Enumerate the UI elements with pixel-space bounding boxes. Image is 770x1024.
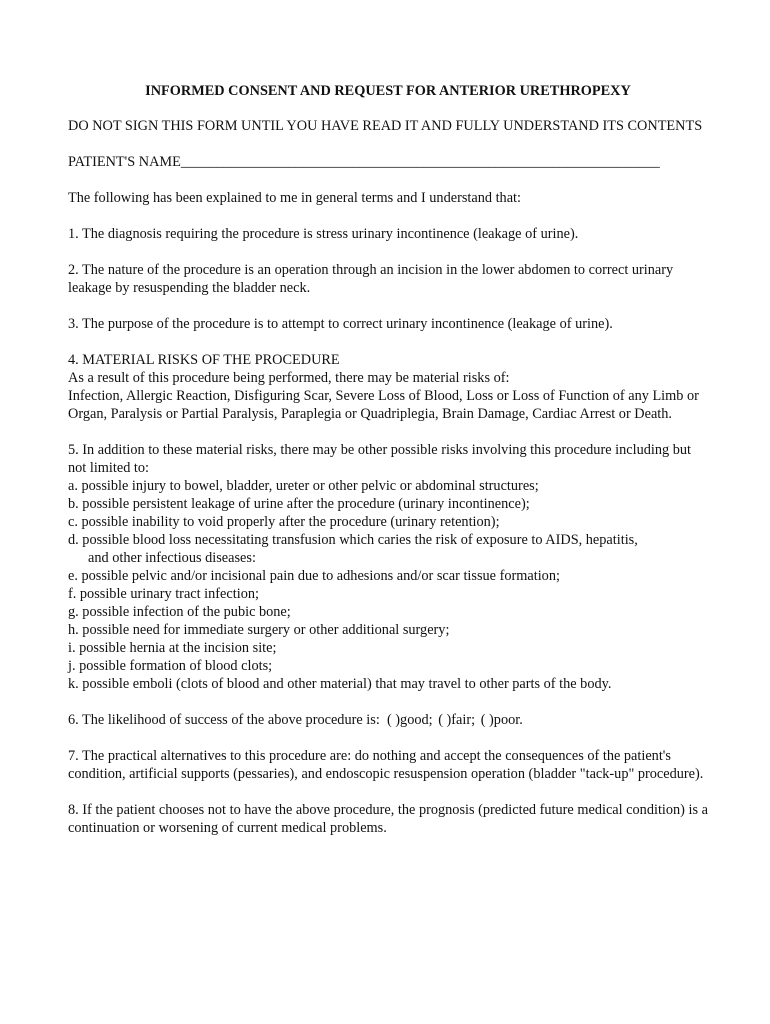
patient-name-field[interactable]: ___________________________________________________________________ xyxy=(180,154,660,170)
risk-k: k. possible emboli (clots of blood and other material) that may travel to other parts of the body. xyxy=(68,676,612,692)
material-risks-list: Infection, Allergic Reaction, Disfiguring Scar, Severe Loss of Blood, Loss or Loss of Function of any Limb or Organ, Paralysis or Partial Paralysis, Paraplegia or Quadriplegia, Brain Damage, Cardiac Arrest or Death. xyxy=(68,388,699,422)
item-prognosis: 8. If the patient chooses not to have the above procedure, the prognosis (predicted future medical condition) is a continuation or worsening of current medical problems. xyxy=(68,802,708,836)
item-nature: 2. The nature of the procedure is an operation through an incision in the lower abdomen to correct urinary leakage by resuspending the bladder neck. xyxy=(68,262,674,296)
sign-warning: DO NOT SIGN THIS FORM UNTIL YOU HAVE READ IT AND FULLY UNDERSTAND ITS CONTENTS xyxy=(68,118,703,134)
item-diagnosis: 1. The diagnosis requiring the procedure is stress urinary incontinence (leakage of urine). xyxy=(68,226,579,242)
risk-b: b. possible persistent leakage of urine after the procedure (urinary incontinence); xyxy=(68,496,530,512)
patient-name-row xyxy=(68,153,708,171)
intro-text: The following has been explained to me in general terms and I understand that: xyxy=(68,190,521,206)
other-risks-lead: 5. In addition to these material risks, there may be other possible risks involving this procedure including but not limited to: xyxy=(68,442,691,476)
item-material-risks xyxy=(68,351,708,423)
likelihood-lead: 6. The likelihood of success of the above procedure is: xyxy=(68,712,380,728)
risk-c: c. possible inability to void properly after the procedure (urinary retention); xyxy=(68,514,500,530)
risk-d-continued: and other infectious diseases: xyxy=(88,550,256,566)
risk-e: e. possible pelvic and/or incisional pain due to adhesions and/or scar tissue formation; xyxy=(68,568,560,584)
risk-g: g. possible infection of the pubic bone; xyxy=(68,604,291,620)
likelihood-poor-option[interactable]: ( )poor. xyxy=(480,712,523,728)
item-purpose: 3. The purpose of the procedure is to attempt to correct urinary incontinence (leakage of urine). xyxy=(68,316,613,332)
likelihood-fair-option[interactable]: ( )fair; xyxy=(438,712,476,728)
patient-name-label: PATIENT'S NAME xyxy=(68,154,181,170)
risk-f: f. possible urinary tract infection; xyxy=(68,586,259,602)
likelihood-good-option[interactable]: ( )good; xyxy=(386,712,433,728)
risk-h: h. possible need for immediate surgery or other additional surgery; xyxy=(68,622,450,638)
material-risks-heading: 4. MATERIAL RISKS OF THE PROCEDURE xyxy=(68,352,340,368)
material-risks-lead: As a result of this procedure being performed, there may be material risks of: xyxy=(68,370,510,386)
form-title: INFORMED CONSENT AND REQUEST FOR ANTERIOR URETHROPEXY xyxy=(145,83,631,99)
consent-form-page xyxy=(68,82,708,855)
risk-i: i. possible hernia at the incision site; xyxy=(68,640,277,656)
risk-a: a. possible injury to bowel, bladder, ureter or other pelvic or abdominal structures; xyxy=(68,478,539,494)
risk-j: j. possible formation of blood clots; xyxy=(68,658,273,674)
risk-d: d. possible blood loss necessitating transfusion which caries the risk of exposure to AIDS, hepatitis, xyxy=(68,532,638,548)
item-likelihood xyxy=(68,711,708,729)
item-alternatives: 7. The practical alternatives to this procedure are: do nothing and accept the consequences of the patient's condition, artificial supports (pessaries), and endoscopic resuspension operation (bladder "tack-up" procedure). xyxy=(68,748,704,782)
item-other-risks xyxy=(68,441,708,693)
